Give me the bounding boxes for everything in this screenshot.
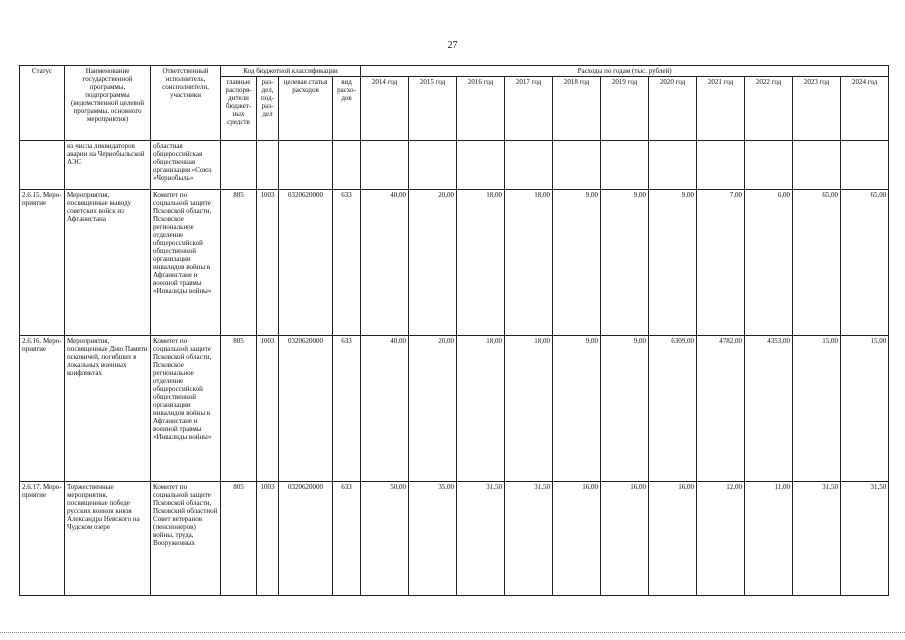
cell-value: 31,50	[457, 482, 505, 596]
cell-value: 40,00	[361, 336, 409, 482]
cell-value: 9,00	[601, 190, 649, 336]
cell-csr: 0320620000	[279, 482, 333, 596]
header-year: 2024 год	[841, 77, 889, 141]
budget-table	[19, 65, 889, 596]
cell-name: из числа ликвидаторов аварии на Чернобыльской АЭС	[65, 141, 151, 190]
cell-value: 18,00	[457, 190, 505, 336]
cell-value: 9,00	[601, 336, 649, 482]
scan-edge-line	[0, 632, 905, 633]
table-row	[20, 482, 889, 596]
cell-value: 11,00	[745, 482, 793, 596]
cell-status: 2.6.15. Меро-приятие	[20, 190, 65, 336]
cell-value: 40,00	[361, 190, 409, 336]
page-number: 27	[447, 40, 458, 51]
cell-value: 6,00	[745, 190, 793, 336]
cell-value: 20,00	[409, 336, 457, 482]
cell-status	[20, 141, 65, 190]
cell-value: 65,00	[841, 190, 889, 336]
header-csr: целевая статья расходов	[279, 77, 333, 141]
cell-value	[457, 141, 505, 190]
header-year: 2020 год	[649, 77, 697, 141]
cell-value: 18,00	[457, 336, 505, 482]
cell-rzpr	[257, 141, 279, 190]
cell-value	[361, 141, 409, 190]
cell-csr	[279, 141, 333, 190]
cell-value	[745, 141, 793, 190]
cell-value	[409, 141, 457, 190]
cell-vr: 633	[333, 482, 361, 596]
cell-value: 50,00	[361, 482, 409, 596]
cell-value: 20,00	[409, 190, 457, 336]
cell-csr: 0320620000	[279, 190, 333, 336]
cell-value: 15,00	[793, 336, 841, 482]
header-year: 2014 год	[361, 77, 409, 141]
header-expenses: Расходы по годам (тыс. рублей)	[361, 66, 889, 77]
cell-grbs: 805	[221, 336, 257, 482]
cell-value: 7,00	[697, 190, 745, 336]
cell-value: 18,00	[505, 336, 553, 482]
cell-value: 16,00	[553, 482, 601, 596]
cell-grbs: 805	[221, 190, 257, 336]
cell-value: 18,00	[505, 190, 553, 336]
header-vr: вид расхо-дов	[333, 77, 361, 141]
cell-csr: 0320620000	[279, 336, 333, 482]
header-year: 2021 год	[697, 77, 745, 141]
cell-name: Торжественные мероприятия, посвященные победе русских воинов князя Александра Невского на Чудском озере	[65, 482, 151, 596]
cell-name: Мероприятия, посвященные Дню Памяти псковичей, погибших в локальных военных конфликтах	[65, 336, 151, 482]
cell-value: 9,00	[649, 190, 697, 336]
cell-value: 6309,00	[649, 336, 697, 482]
cell-value: 4353,00	[745, 336, 793, 482]
header-year: 2023 год	[793, 77, 841, 141]
cell-name: Мероприятия, посвященные выводу советских войск из Афганистана	[65, 190, 151, 336]
header-responsible: Ответственный исполнитель, соисполнители, участники	[151, 66, 221, 141]
header-rzpr: раз-дел, под-раз-дел	[257, 77, 279, 141]
cell-status: 2.6.17. Меро-приятие	[20, 482, 65, 596]
cell-grbs	[221, 141, 257, 190]
cell-value: 9,00	[553, 336, 601, 482]
cell-value: 4782,00	[697, 336, 745, 482]
cell-value	[601, 141, 649, 190]
cell-status: 2.6.16. Меро-приятие	[20, 336, 65, 482]
header-status: Статус	[20, 66, 65, 141]
header-grbs: главные распоря-дители бюджет-ных средств	[221, 77, 257, 141]
header-budget-code: Код бюджетной классификации	[221, 66, 361, 77]
cell-value	[553, 141, 601, 190]
table-row	[20, 336, 889, 482]
cell-responsible: Комитет по социальной защите Псковской области, Псковское региональное отделение общероссийской общественной организации инвалидов войны в Афганистане и военной травмы «Инвалиды войны»	[151, 336, 221, 482]
cell-vr: 633	[333, 336, 361, 482]
cell-responsible: областная общероссийская общественная организация «Союз «Чернобыль»	[151, 141, 221, 190]
cell-vr	[333, 141, 361, 190]
header-year: 2019 год	[601, 77, 649, 141]
cell-value: 16,00	[649, 482, 697, 596]
header-year: 2015 год	[409, 77, 457, 141]
cell-value	[841, 141, 889, 190]
header-year: 2016 год	[457, 77, 505, 141]
cell-value: 35,00	[409, 482, 457, 596]
header-name: Наименование государственной программы, подпрограммы (ведомственной целевой программы, основного мероприятия)	[65, 66, 151, 141]
cell-value: 16,00	[601, 482, 649, 596]
cell-value: 31,50	[841, 482, 889, 596]
cell-value: 65,00	[793, 190, 841, 336]
cell-value: 31,50	[793, 482, 841, 596]
cell-rzpr: 1003	[257, 482, 279, 596]
cell-value: 31,50	[505, 482, 553, 596]
header-year: 2017 год	[505, 77, 553, 141]
cell-value: 15,00	[841, 336, 889, 482]
cell-value: 12,00	[697, 482, 745, 596]
cell-value	[505, 141, 553, 190]
cell-value	[697, 141, 745, 190]
header-year: 2022 год	[745, 77, 793, 141]
cell-rzpr: 1003	[257, 190, 279, 336]
table-row	[20, 141, 889, 190]
cell-value	[649, 141, 697, 190]
table-row	[20, 190, 889, 336]
cell-responsible: Комитет по социальной защите Псковской области, Псковское региональное отделение общероссийской общественной организации инвалидов войны в Афганистане и военной травмы «Инвалиды войны»	[151, 190, 221, 336]
header-year: 2018 год	[553, 77, 601, 141]
cell-value: 9,00	[553, 190, 601, 336]
cell-vr: 633	[333, 190, 361, 336]
cell-rzpr: 1003	[257, 336, 279, 482]
cell-value	[793, 141, 841, 190]
cell-grbs: 805	[221, 482, 257, 596]
cell-responsible: Комитет по социальной защите Псковской области, Псковский областной Совет ветеранов (пенсионеров) войны, труда, Вооруженных	[151, 482, 221, 596]
